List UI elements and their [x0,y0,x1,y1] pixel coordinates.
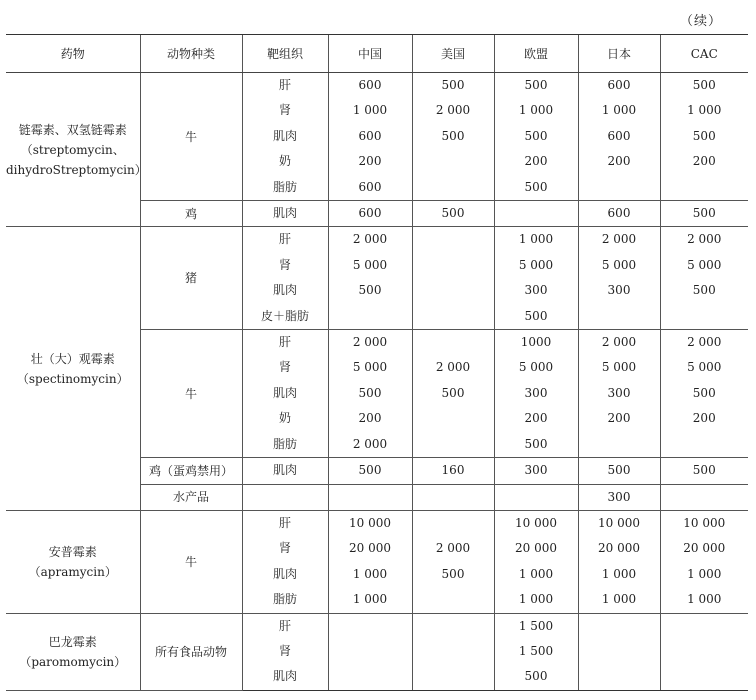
species-cell: 所有食品动物 [140,613,242,690]
value-cell-eu: 500 [494,175,578,201]
header-china: 中国 [328,35,412,73]
header-japan: 日本 [578,35,660,73]
tissue-cell: 肝 [242,613,328,639]
species-cell: 牛 [140,330,242,458]
value-cell-japan [578,175,660,201]
value-cell-usa [412,664,494,690]
value-cell-cac: 200 [660,406,748,431]
value-cell-china: 20 000 [328,536,412,561]
value-cell-china: 2 000 [328,227,412,253]
value-cell-cac: 10 000 [660,510,748,536]
header-tissue: 靶组织 [242,35,328,73]
value-cell-usa [412,304,494,330]
value-cell-cac: 500 [660,124,748,149]
value-cell-japan: 300 [578,381,660,406]
value-cell-eu: 500 [494,124,578,149]
value-cell-eu [494,201,578,227]
value-cell-eu: 200 [494,406,578,431]
value-cell-japan: 500 [578,458,660,484]
value-cell-cac: 20 000 [660,536,748,561]
value-cell-cac [660,664,748,690]
value-cell-eu: 1 000 [494,587,578,613]
tissue-cell: 肝 [242,227,328,253]
value-cell-china [328,613,412,639]
tissue-cell: 脂肪 [242,175,328,201]
value-cell-china: 500 [328,458,412,484]
header-row [6,35,748,73]
species-cell: 牛 [140,510,242,613]
value-cell-china: 600 [328,124,412,149]
value-cell-eu: 500 [494,664,578,690]
tissue-cell: 脂肪 [242,587,328,613]
value-cell-china: 1 000 [328,98,412,123]
value-cell-eu: 1 000 [494,98,578,123]
continued-label: （续） [679,14,722,29]
value-cell-china: 500 [328,381,412,406]
drug-name: 巴龙霉素 [48,634,97,649]
drug-name: 壮（大）观霉素 [30,351,115,366]
value-cell-eu: 500 [494,432,578,458]
drug-english-name: dihydroStreptomycin） [6,162,147,177]
drug-english-name: （paromomycin） [19,654,127,669]
species-cell: 牛 [140,73,242,201]
value-cell-eu: 300 [494,458,578,484]
value-cell-usa [412,330,494,356]
value-cell-japan: 600 [578,124,660,149]
value-cell-usa: 2 000 [412,98,494,123]
drug-name: 安普霉素 [48,544,97,559]
value-cell-china: 5 000 [328,253,412,278]
value-cell-cac: 1 000 [660,587,748,613]
value-cell-eu: 1000 [494,330,578,356]
value-cell-usa [412,484,494,510]
value-cell-japan [578,432,660,458]
value-cell-eu: 300 [494,381,578,406]
value-cell-china [328,484,412,510]
drug-cell [6,613,140,690]
header-usa: 美国 [412,35,494,73]
tissue-cell: 奶 [242,149,328,174]
value-cell-eu [494,484,578,510]
tissue-cell: 肾 [242,98,328,123]
value-cell-japan: 20 000 [578,536,660,561]
value-cell-usa: 160 [412,458,494,484]
header-species: 动物种类 [140,35,242,73]
value-cell-china: 2 000 [328,432,412,458]
value-cell-cac [660,304,748,330]
value-cell-eu: 1 500 [494,613,578,639]
tissue-cell: 肾 [242,355,328,380]
tissue-cell: 肝 [242,330,328,356]
value-cell-china [328,304,412,330]
header-eu: 欧盟 [494,35,578,73]
tissue-cell: 肌肉 [242,381,328,406]
value-cell-usa: 500 [412,381,494,406]
value-cell-eu: 10 000 [494,510,578,536]
tissue-cell: 肾 [242,253,328,278]
value-cell-cac [660,175,748,201]
table-row [6,227,748,253]
value-cell-japan [578,664,660,690]
value-cell-eu: 20 000 [494,536,578,561]
value-cell-cac: 1 000 [660,98,748,123]
value-cell-japan: 5 000 [578,253,660,278]
value-cell-usa: 500 [412,201,494,227]
value-cell-eu: 200 [494,149,578,174]
value-cell-eu: 500 [494,73,578,99]
value-cell-china [328,664,412,690]
drug-english-name: （spectinomycin） [16,371,129,386]
value-cell-japan [578,613,660,639]
table-row [6,510,748,536]
tissue-cell: 肌肉 [242,278,328,303]
value-cell-usa: 500 [412,124,494,149]
value-cell-china: 2 000 [328,330,412,356]
value-cell-cac: 500 [660,458,748,484]
species-cell: 鸡（蛋鸡禁用） [140,458,242,484]
drug-english-name: （streptomycin、 [20,142,125,157]
tissue-cell: 奶 [242,406,328,431]
value-cell-usa [412,432,494,458]
value-cell-usa [412,227,494,253]
value-cell-japan [578,304,660,330]
value-cell-usa: 500 [412,73,494,99]
value-cell-cac: 2 000 [660,330,748,356]
value-cell-usa [412,149,494,174]
value-cell-japan: 2 000 [578,330,660,356]
value-cell-japan: 1 000 [578,587,660,613]
value-cell-eu: 5 000 [494,253,578,278]
value-cell-usa [412,278,494,303]
table-body [6,73,748,691]
value-cell-eu: 500 [494,304,578,330]
value-cell-eu: 300 [494,278,578,303]
mrl-table [6,34,748,691]
value-cell-japan: 600 [578,73,660,99]
tissue-cell [242,484,328,510]
value-cell-cac: 200 [660,149,748,174]
drug-name: 链霉素、双氢链霉素 [18,122,127,137]
value-cell-japan: 1 000 [578,562,660,587]
value-cell-usa [412,406,494,431]
tissue-cell: 肝 [242,510,328,536]
value-cell-usa [412,613,494,639]
value-cell-china: 200 [328,406,412,431]
value-cell-usa [412,587,494,613]
drug-cell [6,510,140,613]
value-cell-china: 600 [328,201,412,227]
tissue-cell: 肌肉 [242,562,328,587]
table-row [6,73,748,99]
value-cell-china: 1 000 [328,587,412,613]
value-cell-japan: 5 000 [578,355,660,380]
value-cell-cac: 2 000 [660,227,748,253]
header-drug: 药物 [6,35,140,73]
tissue-cell: 肌肉 [242,664,328,690]
value-cell-china: 200 [328,149,412,174]
tissue-cell: 肌肉 [242,201,328,227]
value-cell-cac: 500 [660,278,748,303]
value-cell-usa [412,510,494,536]
value-cell-usa [412,253,494,278]
tissue-cell: 脂肪 [242,432,328,458]
value-cell-japan [578,639,660,664]
value-cell-china: 500 [328,278,412,303]
value-cell-eu: 1 500 [494,639,578,664]
value-cell-japan: 300 [578,484,660,510]
tissue-cell: 肌肉 [242,124,328,149]
value-cell-cac [660,484,748,510]
value-cell-cac: 500 [660,201,748,227]
drug-cell [6,73,147,227]
value-cell-cac [660,613,748,639]
value-cell-usa: 500 [412,562,494,587]
value-cell-usa [412,639,494,664]
tissue-cell: 肝 [242,73,328,99]
value-cell-china: 5 000 [328,355,412,380]
tissue-cell: 肌肉 [242,458,328,484]
value-cell-china: 10 000 [328,510,412,536]
header-cac: CAC [660,35,748,73]
value-cell-cac: 1 000 [660,562,748,587]
tissue-cell: 皮＋脂肪 [242,304,328,330]
value-cell-china [328,639,412,664]
species-cell: 鸡 [140,201,242,227]
value-cell-japan: 2 000 [578,227,660,253]
tissue-cell: 肾 [242,536,328,561]
value-cell-cac: 5 000 [660,253,748,278]
value-cell-cac: 500 [660,73,748,99]
value-cell-eu: 1 000 [494,562,578,587]
value-cell-usa [412,175,494,201]
value-cell-china: 1 000 [328,562,412,587]
table-row [6,613,748,639]
value-cell-cac [660,639,748,664]
tissue-cell: 肾 [242,639,328,664]
species-cell: 猪 [140,227,242,330]
value-cell-usa: 2 000 [412,536,494,561]
drug-cell [6,227,140,510]
value-cell-cac: 500 [660,381,748,406]
value-cell-china: 600 [328,73,412,99]
value-cell-eu: 5 000 [494,355,578,380]
value-cell-eu: 1 000 [494,227,578,253]
value-cell-japan: 600 [578,201,660,227]
value-cell-japan: 300 [578,278,660,303]
value-cell-china: 600 [328,175,412,201]
value-cell-usa: 2 000 [412,355,494,380]
value-cell-cac [660,432,748,458]
value-cell-japan: 1 000 [578,98,660,123]
value-cell-cac: 5 000 [660,355,748,380]
value-cell-japan: 200 [578,149,660,174]
species-cell: 水产品 [140,484,242,510]
value-cell-japan: 200 [578,406,660,431]
value-cell-japan: 10 000 [578,510,660,536]
drug-english-name: （apramycin） [28,564,117,579]
